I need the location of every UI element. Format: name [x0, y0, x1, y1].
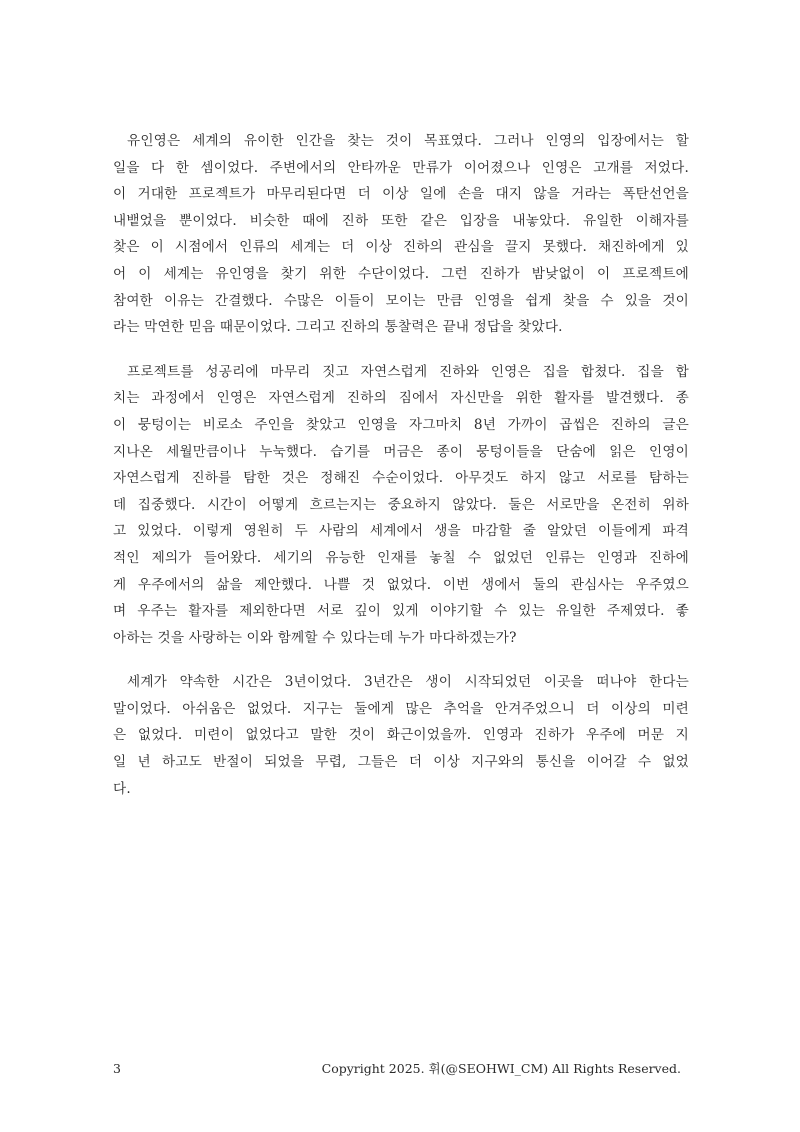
page-footer [113, 1060, 681, 1078]
text-line: 적인 제의가 들어왔다. 세기의 유능한 인재를 놓칠 수 없었던 인류는 인영과 진하에 [113, 549, 689, 566]
text-line: 은 없었다. 미련이 없었다고 말한 것이 화근이었을까. 인영과 진하가 우주에 머문 지 [113, 727, 689, 744]
text-line: 찾은 이 시점에서 인류의 세계는 더 이상 진하의 관심을 끌지 못했다. 채진하에게 있 [113, 239, 689, 256]
text-line: 어 이 세계는 유인영을 찾기 위한 수단이었다. 그런 진하가 밤낮없이 이 프로젝트에 [113, 265, 689, 282]
paragraph-2 [113, 359, 689, 652]
text-line: 말이었다. 아쉬움은 없었다. 지구는 둘에게 많은 추억을 안겨주었으니 더 이상의 미련 [113, 700, 689, 717]
text-line: 자연스럽게 진하를 탐한 것은 정해진 수순이었다. 아무것도 하지 않고 서로를 탐하는 [113, 470, 689, 487]
text-line: 치는 과정에서 인영은 자연스럽게 진하의 짐에서 자신만을 위한 활자를 발견했다. 종 [113, 390, 689, 407]
text-line: 다. [113, 780, 131, 797]
paragraph-1 [113, 128, 689, 341]
text-line: 며 우주는 활자를 제외한다면 서로 깊이 있게 이야기할 수 있는 유일한 주제였다. 좋 [113, 603, 689, 620]
paragraph-3 [113, 669, 689, 802]
page-number: 3 [113, 1061, 121, 1076]
text-line: 참여한 이유는 간결했다. 수많은 이들이 모이는 만큼 인영을 쉽게 찾을 수 있을 것이 [113, 292, 689, 309]
text-line: 프로젝트를 성공리에 마무리 짓고 자연스럽게 진하와 인영은 집을 합쳤다. 집을 합 [127, 363, 689, 380]
text-line: 세계가 약속한 시간은 3년이었다. 3년간은 생이 시작되었던 이곳을 떠나야 한다는 [127, 674, 689, 691]
copyright-notice: Copyright 2025. 휘(@SEOHWI_CM) All Rights Reserved. [321, 1061, 681, 1076]
text-line: 라는 막연한 믿음 때문이었다. 그리고 진하의 통찰력은 끝내 정답을 찾았다. [113, 319, 563, 336]
text-line: 일을 다 한 셈이었다. 주변에서의 안타까운 만류가 이어졌으나 인영은 고개를 저었다. [113, 159, 689, 176]
text-line: 아하는 것을 사랑하는 이와 함께할 수 있다는데 누가 마다하겠는가? [113, 629, 517, 646]
text-line: 내뱉었을 뿐이었다. 비슷한 때에 진하 또한 같은 입장을 내놓았다. 유일한 이해자를 [113, 212, 689, 229]
text-line: 데 집중했다. 시간이 어떻게 흐르는지는 중요하지 않았다. 둘은 서로만을 온전히 위하 [113, 496, 689, 513]
text-line: 이 뭉텅이는 비로소 주인을 찾았고 인영을 자그마치 8년 가까이 곱씹은 진하의 글은 [113, 416, 689, 433]
text-line: 이 거대한 프로젝트가 마무리된다면 더 이상 일에 손을 대지 않을 거라는 폭탄선언을 [113, 186, 689, 203]
text-line: 고 있었다. 이렇게 영원히 두 사람의 세계에서 생을 마감할 줄 알았던 이들에게 파격 [113, 523, 689, 540]
text-line: 일 년 하고도 반절이 되었을 무렵, 그들은 더 이상 지구와의 통신을 이어갈 수 없었 [113, 754, 689, 771]
text-line: 유인영은 세계의 유이한 인간을 찾는 것이 목표였다. 그러나 인영의 입장에서는 할 [127, 133, 689, 149]
body-text [113, 128, 689, 820]
text-line: 게 우주에서의 삶을 제안했다. 나쁠 것 없었다. 이번 생에서 둘의 관심사는 우주였으 [113, 576, 689, 593]
text-line: 지나온 세월만큼이나 누눅했다. 습기를 머금은 종이 뭉텅이들을 단숨에 읽은 인영이 [113, 443, 689, 460]
